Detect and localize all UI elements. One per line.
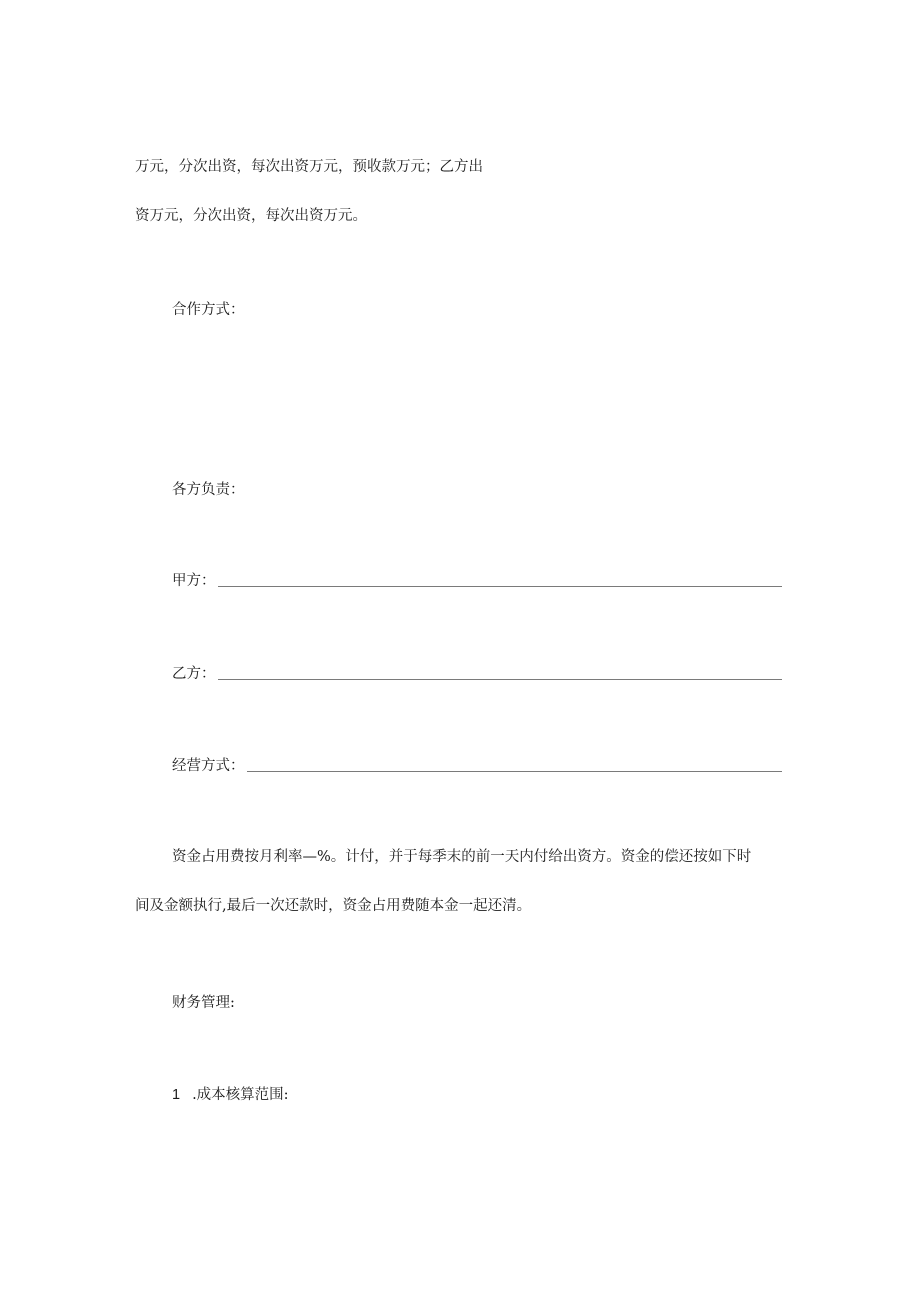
party-a-label: 甲方： [172,573,216,589]
party-b-field [172,664,782,684]
list-item-text: .成本核算范围: [192,1087,289,1103]
party-b-blank-line [218,665,783,680]
cooperation-mode-heading: 合作方式： [172,302,245,318]
capital-paragraph-line-2: 资万元，分次出资，每次出资万元。 [135,208,367,224]
party-a-blank-line [218,572,783,587]
funds-paragraph-line-2: 间及金额执行,最后一次还款时，资金占用费随本金一起还清。 [135,898,532,914]
operation-mode-blank-line [247,757,783,772]
party-a-field [172,571,782,591]
funds-paragraph-line-1: 资金占用费按月利率—%。计付，并于每季末的前一天内付给出资方。资金的偿还按如下时 [172,849,752,865]
financial-management-heading: 财务管理: [172,995,235,1011]
operation-mode-field [172,756,782,776]
party-b-label: 乙方： [172,666,216,682]
list-item-number: 1 [172,1087,181,1103]
list-item-1 [172,1085,289,1105]
responsibilities-heading: 各方负责： [172,482,245,498]
operation-mode-label: 经营方式： [172,758,245,774]
capital-paragraph-line-1: 万元，分次出资，每次出资万元，预收款万元；乙方出 [135,159,483,175]
